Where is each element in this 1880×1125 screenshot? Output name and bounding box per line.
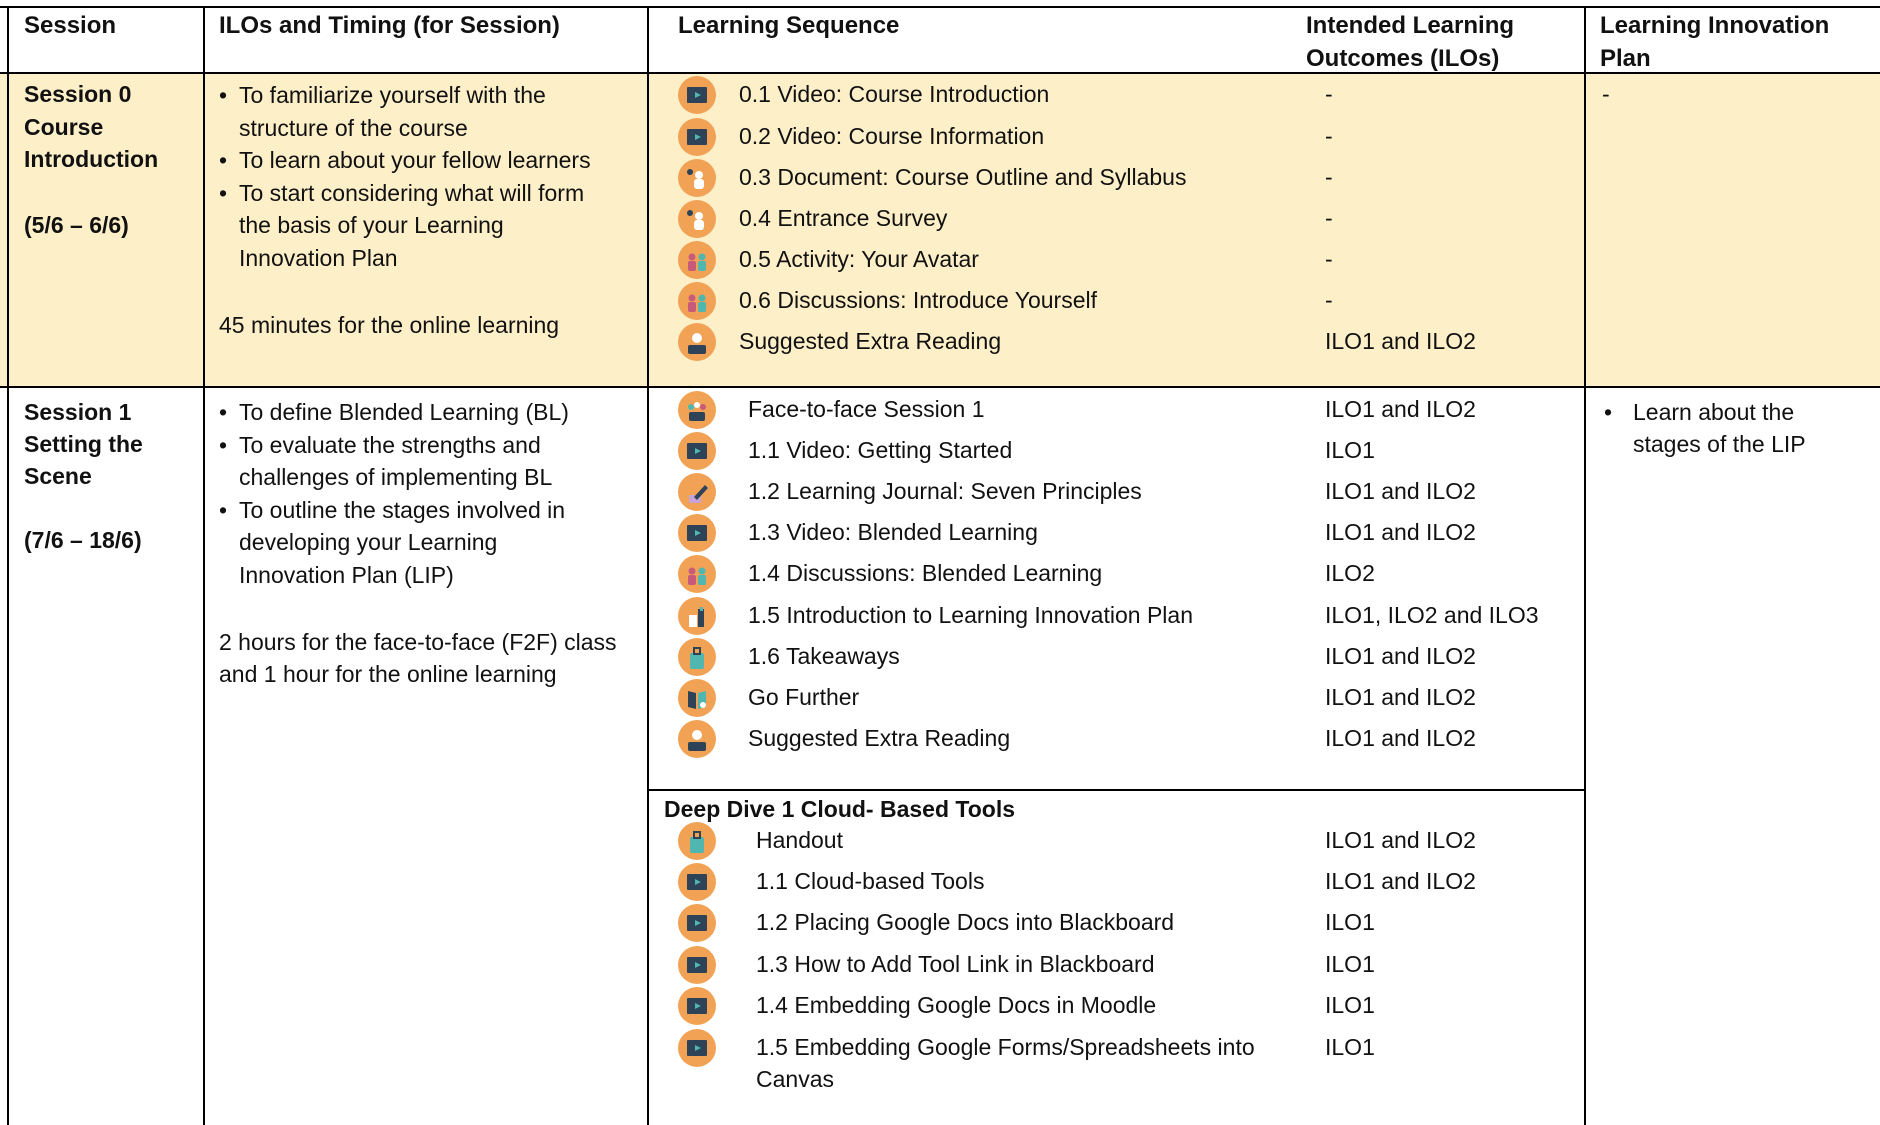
sequence-item[interactable]: 0.3 Document: Course Outline and Syllabus	[739, 164, 1187, 190]
sequence-item-ilo: ILO2	[1325, 560, 1375, 586]
header-bottom-border	[0, 72, 1880, 74]
sequence-item-ilo: -	[1325, 81, 1333, 107]
deep-dive-item-ilo: ILO1	[1325, 909, 1375, 935]
objective-item: • To outline the stages involved in developing your Learning Innovation Plan (LIP)	[217, 494, 637, 592]
sequence-item[interactable]: 1.6 Takeaways	[748, 643, 900, 669]
col-divider-2	[647, 6, 649, 1125]
video-icon	[678, 1029, 716, 1067]
session1-title-line1: Session 1	[24, 399, 132, 425]
session1-dates: (7/6 – 18/6)	[24, 527, 142, 553]
lip-bullet-glyph: •	[1604, 399, 1613, 425]
plan-building-icon	[678, 597, 716, 635]
reader-icon	[678, 720, 716, 758]
header-session: Session	[24, 12, 117, 39]
deep-dive-item[interactable]: 1.4 Embedding Google Docs in Moodle	[756, 992, 1157, 1018]
sequence-item[interactable]: 1.3 Video: Blended Learning	[748, 519, 1038, 545]
objective-item: • To learn about your fellow learners	[217, 144, 637, 177]
sequence-item[interactable]: 1.1 Video: Getting Started	[748, 437, 1013, 463]
table-top-border	[0, 6, 1880, 8]
header-ilos-line2: Outcomes (ILOs)	[1306, 45, 1500, 72]
bag-icon	[678, 822, 716, 860]
deep-dive-item-ilo: ILO1	[1325, 1034, 1375, 1060]
header-lip-line1: Learning Innovation	[1600, 12, 1830, 39]
sequence-item[interactable]: 0.4 Entrance Survey	[739, 205, 948, 231]
sequence-item-ilo: ILO1 and ILO2	[1325, 684, 1476, 710]
deep-dive-item-continued: Canvas	[756, 1066, 834, 1092]
session1-timing-line2: and 1 hour for the online learning	[219, 661, 557, 687]
deep-dive-title: Deep Dive 1 Cloud- Based Tools	[664, 796, 1016, 822]
sequence-item-ilo: ILO1, ILO2 and ILO3	[1325, 602, 1539, 628]
group-icon	[678, 391, 716, 429]
sequence-item[interactable]: 0.1 Video: Course Introduction	[739, 81, 1050, 107]
video-icon	[678, 514, 716, 552]
video-icon	[678, 946, 716, 984]
deep-dive-item[interactable]: Handout	[756, 827, 843, 853]
deep-dive-item[interactable]: 1.5 Embedding Google Forms/Spreadsheets into	[756, 1034, 1255, 1060]
col-divider-3	[1584, 6, 1586, 1125]
session0-objectives	[217, 79, 637, 274]
sequence-item-ilo: -	[1325, 164, 1333, 190]
deep-dive-item-ilo: ILO1 and ILO2	[1325, 868, 1476, 894]
sequence-item-ilo: -	[1325, 123, 1333, 149]
person-idea-icon	[678, 200, 716, 238]
objective-item: • To start considering what will form the basis of your Learning Innovation Plan	[217, 177, 637, 275]
objective-item: • To familiarize yourself with the structure of the course	[217, 79, 637, 144]
sequence-item[interactable]: 0.5 Activity: Your Avatar	[739, 246, 979, 272]
sequence-item[interactable]: 1.4 Discussions: Blended Learning	[748, 560, 1103, 586]
bag-icon	[678, 638, 716, 676]
sequence-item[interactable]: Suggested Extra Reading	[748, 725, 1011, 751]
people-discussion-icon	[678, 241, 716, 279]
reader-icon	[678, 323, 716, 361]
sequence-item[interactable]: 1.2 Learning Journal: Seven Principles	[748, 478, 1142, 504]
sequence-item-ilo: -	[1325, 246, 1333, 272]
person-idea-icon	[678, 159, 716, 197]
search-book-icon	[678, 679, 716, 717]
session0-bottom-border	[0, 386, 1880, 388]
people-discussion-icon	[678, 555, 716, 593]
video-icon	[678, 987, 716, 1025]
video-icon	[678, 76, 716, 114]
session0-title-line2: Course	[24, 114, 104, 140]
objective-item: • To define Blended Learning (BL)	[217, 396, 637, 429]
header-ilos-timing: ILOs and Timing (for Session)	[219, 12, 560, 39]
sequence-divider	[648, 789, 1584, 791]
session0-lip: -	[1602, 81, 1610, 107]
session1-objectives	[217, 396, 637, 591]
session0-title-line3: Introduction	[24, 146, 159, 172]
sequence-item-ilo: ILO1 and ILO2	[1325, 519, 1476, 545]
sequence-item[interactable]: Suggested Extra Reading	[739, 328, 1002, 354]
video-icon	[678, 432, 716, 470]
deep-dive-item-ilo: ILO1 and ILO2	[1325, 827, 1476, 853]
sequence-item[interactable]: 0.2 Video: Course Information	[739, 123, 1045, 149]
deep-dive-item[interactable]: 1.2 Placing Google Docs into Blackboard	[756, 909, 1175, 935]
people-discussion-icon	[678, 282, 716, 320]
session1-title-line3: Scene	[24, 463, 92, 489]
sequence-item[interactable]: Face-to-face Session 1	[748, 396, 985, 422]
sequence-item-ilo: ILO1 and ILO2	[1325, 725, 1476, 751]
header-learning-sequence: Learning Sequence	[678, 12, 900, 39]
sequence-item-ilo: ILO1	[1325, 437, 1375, 463]
sequence-item-ilo: -	[1325, 287, 1333, 313]
session0-dates: (5/6 – 6/6)	[24, 212, 129, 238]
table-left-border	[7, 6, 9, 1125]
sequence-item-ilo: ILO1 and ILO2	[1325, 396, 1476, 422]
deep-dive-item[interactable]: 1.3 How to Add Tool Link in Blackboard	[756, 951, 1155, 977]
deep-dive-item-ilo: ILO1	[1325, 951, 1375, 977]
session0-title-line1: Session 0	[24, 81, 132, 107]
col-divider-1	[203, 6, 205, 1125]
header-lip-line2: Plan	[1600, 45, 1651, 72]
session1-lip-line2: stages of the LIP	[1633, 431, 1806, 457]
session0-timing: 45 minutes for the online learning	[219, 312, 560, 338]
header-ilos-line1: Intended Learning	[1306, 12, 1515, 39]
session1-lip-line1: Learn about the	[1633, 399, 1795, 425]
video-icon	[678, 904, 716, 942]
deep-dive-item-ilo: ILO1	[1325, 992, 1375, 1018]
sequence-item-ilo: ILO1 and ILO2	[1325, 478, 1476, 504]
video-icon	[678, 863, 716, 901]
video-icon	[678, 118, 716, 156]
deep-dive-item[interactable]: 1.1 Cloud-based Tools	[756, 868, 985, 894]
sequence-item[interactable]: Go Further	[748, 684, 860, 710]
session1-title-line2: Setting the	[24, 431, 143, 457]
sequence-item-ilo: ILO1 and ILO2	[1325, 643, 1476, 669]
sequence-item[interactable]: 0.6 Discussions: Introduce Yourself	[739, 287, 1097, 313]
sequence-item-ilo: -	[1325, 205, 1333, 231]
session1-timing-line1: 2 hours for the face-to-face (F2F) class	[219, 629, 617, 655]
sequence-item[interactable]: 1.5 Introduction to Learning Innovation Plan	[748, 602, 1193, 628]
sequence-item-ilo: ILO1 and ILO2	[1325, 328, 1476, 354]
objective-item: • To evaluate the strengths and challenges of implementing BL	[217, 429, 637, 494]
pencil-journal-icon	[678, 473, 716, 511]
